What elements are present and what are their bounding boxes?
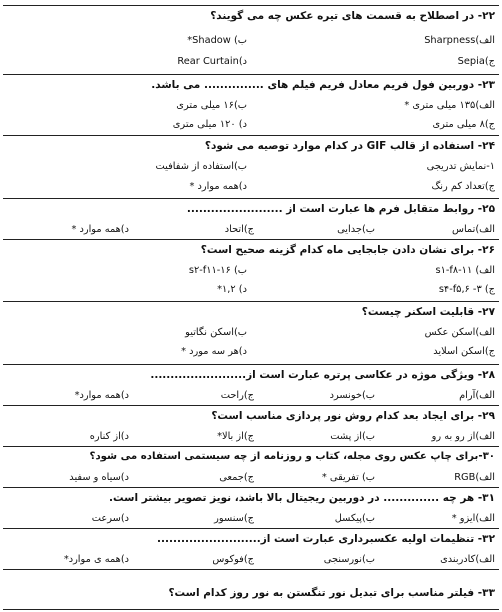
option-c[interactable]: ج)Sepia	[457, 56, 495, 67]
separator	[3, 364, 499, 365]
option-c[interactable]: ج)راحت	[220, 390, 254, 401]
option-d[interactable]: د)سیاه و سفید	[69, 472, 129, 483]
option-a[interactable]: الف)اسکن عکس	[424, 327, 495, 338]
option-a[interactable]: الف)ایزو *	[451, 513, 495, 524]
option-b[interactable]: ب) Shadow*	[187, 35, 247, 46]
option-c[interactable]: ج)تعداد کم رنگ	[431, 181, 495, 192]
separator	[3, 446, 499, 447]
option-c[interactable]: ج)اسکن اسلاید	[433, 346, 495, 357]
separator	[3, 74, 499, 75]
option-c[interactable]: ج) s۴-f۵,۶ -۳	[438, 284, 495, 295]
question-title: ۲۷- قابلیت اسکنر چیست؟	[361, 306, 495, 318]
option-b[interactable]: ب)پیکسل	[334, 513, 375, 524]
separator	[3, 301, 499, 302]
question-title: ۲۳- دوربین فول فریم معادل فریم فیلم های ............... می باشد.	[151, 79, 495, 91]
option-c[interactable]: ج)سنسور	[214, 513, 254, 524]
option-b[interactable]: ب)خونسرد	[329, 390, 375, 401]
question-title: ۳۳- فیلتر مناسب برای تبدیل نور تنگستن به نور روز کدام است؟	[168, 587, 495, 599]
question-title: ۳۰-برای چاپ عکس روی مجله، کتاب و روزنامه از چه سیستمی استفاده می شود؟	[89, 451, 495, 462]
option-c[interactable]: ج)اتحاد	[224, 224, 254, 235]
option-d[interactable]: د)هر سه مورد *	[181, 346, 247, 357]
option-d[interactable]: د)همه موارد *	[71, 224, 129, 235]
option-d[interactable]: د) ۱,۲*	[217, 284, 247, 295]
question-title: ۳۱- هر چه .............. در دوربین ریجیتال بالا باشد، نویز تصویر بیشتر است.	[109, 492, 495, 504]
option-d[interactable]: د) ۱۲۰ میلی متری	[172, 119, 247, 130]
option-d[interactable]: د)همه موارد *	[189, 181, 247, 192]
separator	[3, 405, 499, 406]
option-a[interactable]: الف) s۱-f۸-۱۱	[435, 265, 495, 276]
option-b[interactable]: ب) تفریقی *	[321, 472, 375, 483]
question-title: ۲۵- روابط متقابل فرم ها عبارت است از ........................	[186, 203, 495, 215]
option-a[interactable]: ۱-نمایش تدریجی	[426, 161, 495, 172]
question-title: ۲۴- استفاده از قالب GIF در کدام موارد توصیه می شود؟	[204, 140, 495, 152]
option-a[interactable]: الف)RGB	[454, 472, 495, 483]
separator	[3, 198, 499, 199]
option-d[interactable]: د)از کناره	[89, 431, 129, 442]
option-c[interactable]: ج)جمعی	[219, 472, 254, 483]
separator	[3, 239, 499, 240]
option-a[interactable]: الف)۱۳۵ میلی متری *	[404, 100, 495, 111]
question-title: ۲۸- ویژگی موژه در عکاسی پرتره عبارت است از........................	[150, 369, 495, 381]
question-title: ۲۹- برای ایجاد بعد کدام روش نور پردازی مناسب است؟	[211, 410, 495, 422]
option-c[interactable]: ج)فوکوس	[212, 554, 254, 565]
option-c[interactable]: ج)۸ میلی متری	[432, 119, 495, 130]
option-b[interactable]: ب)نورسنجی	[323, 554, 375, 565]
option-d[interactable]: د)همه موارد*	[74, 390, 129, 401]
option-a[interactable]: الف)از رو به رو	[431, 431, 495, 442]
separator	[3, 5, 499, 6]
separator	[3, 528, 499, 529]
separator	[3, 135, 499, 136]
option-d[interactable]: د)Rear Curtain	[177, 56, 247, 67]
option-b[interactable]: ب)۱۶ میلی متری	[176, 100, 247, 111]
question-title: ۲۲- در اصطلاح به قسمت های تیره عکس چه می گویند؟	[210, 10, 495, 22]
option-a[interactable]: الف)Sharpness	[424, 35, 495, 46]
option-a[interactable]: الف)کادربندی	[440, 554, 495, 565]
option-b[interactable]: ب)اسکن نگاتیو	[185, 327, 247, 338]
option-b[interactable]: ب)جدایی	[337, 224, 375, 235]
separator	[3, 487, 499, 488]
question-title: ۳۲- تنظیمات اولیه عکسبرداری عبارت است از..........................	[157, 533, 495, 545]
option-b[interactable]: ب)استفاده از شفافیت	[155, 161, 247, 172]
question-title: ۲۶- برای نشان دادن جابجایی ماه کدام گزینه صحیح است؟	[200, 244, 495, 256]
separator	[3, 569, 499, 570]
option-d[interactable]: د)همه ی موارد*	[63, 554, 129, 565]
option-b[interactable]: ب)از پشت	[330, 431, 375, 442]
separator	[3, 609, 499, 610]
option-b[interactable]: ب) s۲-f۱۱-۱۶	[188, 265, 247, 276]
exam-page	[3, 0, 499, 612]
option-d[interactable]: د)سرعت	[91, 513, 129, 524]
option-c[interactable]: ج)از بالا*	[217, 431, 254, 442]
option-a[interactable]: الف)آرام	[459, 390, 495, 401]
option-a[interactable]: الف)تماس	[451, 224, 495, 235]
